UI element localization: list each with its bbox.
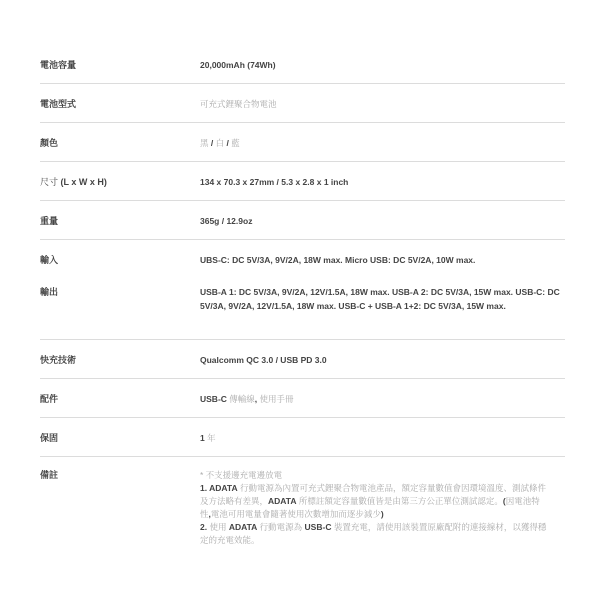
spec-row-accessories (40, 379, 565, 418)
color-white: 白 (215, 138, 225, 148)
spec-row-output (40, 279, 565, 340)
separator: / (224, 138, 232, 148)
spec-label-lat: (L x W x H) (58, 177, 107, 187)
spec-value: 134 x 70.3 x 27mm / 5.3 x 2.8 x 1 inch (200, 177, 349, 187)
spec-value: USB-A 1: DC 5V/3A, 9V/2A, 12V/1.5A, 18W max. USB-A 2: DC 5V/3A, 15W max. USB-C: DC 5V/3A, 9V/2A, 12V/1.5A, 18W max. USB-C + USB-A 1+2: DC 5V/3A, 15W max. (200, 287, 560, 311)
spec-label: 輸入 (40, 255, 59, 265)
color-blue: 藍 (231, 138, 240, 148)
spec-row-fast-charge (40, 340, 565, 379)
spec-row-notes (40, 457, 565, 547)
spec-label: 保固 (40, 433, 59, 443)
accessory-cable: 傳輸線 (226, 394, 255, 404)
spec-row-input (40, 240, 565, 279)
spec-row-battery-capacity (40, 45, 565, 84)
note-1: 1. ADATA 行動電源為內置可充式鋰聚合物電池產品，額定容量數值會因環境溫度、測試條件及方法略有差異，ADATA 所標註額定容量數值皆是由第三方公正單位測試認定。(因電池特性,電池可用電量會隨著使用次數增加而逐步減少) (200, 483, 546, 519)
spec-value: 365g / 12.9oz (200, 216, 253, 226)
accessory-manual: 使用手冊 (259, 394, 294, 404)
warranty-unit: 年 (204, 433, 216, 443)
spec-row-weight (40, 201, 565, 240)
separator: / (208, 138, 216, 148)
spec-value (200, 393, 565, 407)
spec-value: Qualcomm QC 3.0 / USB PD 3.0 (200, 355, 327, 365)
spec-label: 顏色 (40, 138, 59, 148)
spec-row-warranty (40, 418, 565, 457)
spec-row-battery-type (40, 84, 565, 123)
spec-row-dimensions (40, 162, 565, 201)
spec-value: UBS-C: DC 5V/3A, 9V/2A, 18W max. Micro USB: DC 5V/2A, 10W max. (200, 255, 476, 265)
spec-row-color (40, 123, 565, 162)
warranty-number: 1 (200, 433, 205, 443)
spec-label: 電池容量 (40, 60, 77, 70)
note-2: 2. 使用 ADATA 行動電源為 USB-C 裝置充電，請使用該裝置原廠配附的連接線材，以獲得穩定的充電效能。 (200, 522, 547, 545)
spec-label-cjk: 尺寸 (40, 177, 59, 187)
separator: , (254, 394, 260, 404)
color-black: 黑 (200, 138, 209, 148)
spec-label: 備註 (40, 470, 59, 480)
accessory-usbc: USB-C (200, 394, 227, 404)
spec-label (40, 176, 200, 189)
spec-value: 20,000mAh (74Wh) (200, 60, 276, 70)
spec-label: 輸出 (40, 287, 59, 297)
spec-value (200, 137, 565, 151)
spec-label: 快充技術 (40, 355, 77, 365)
note-no-passthrough: * 不支援邊充電邊放電 (200, 470, 283, 480)
spec-table (40, 45, 565, 547)
spec-value (200, 432, 565, 446)
spec-label: 電池型式 (40, 99, 77, 109)
spec-value: 可充式鋰聚合物電池 (200, 99, 277, 109)
spec-label: 配件 (40, 394, 59, 404)
spec-notes (200, 469, 550, 547)
spec-label: 重量 (40, 216, 59, 226)
